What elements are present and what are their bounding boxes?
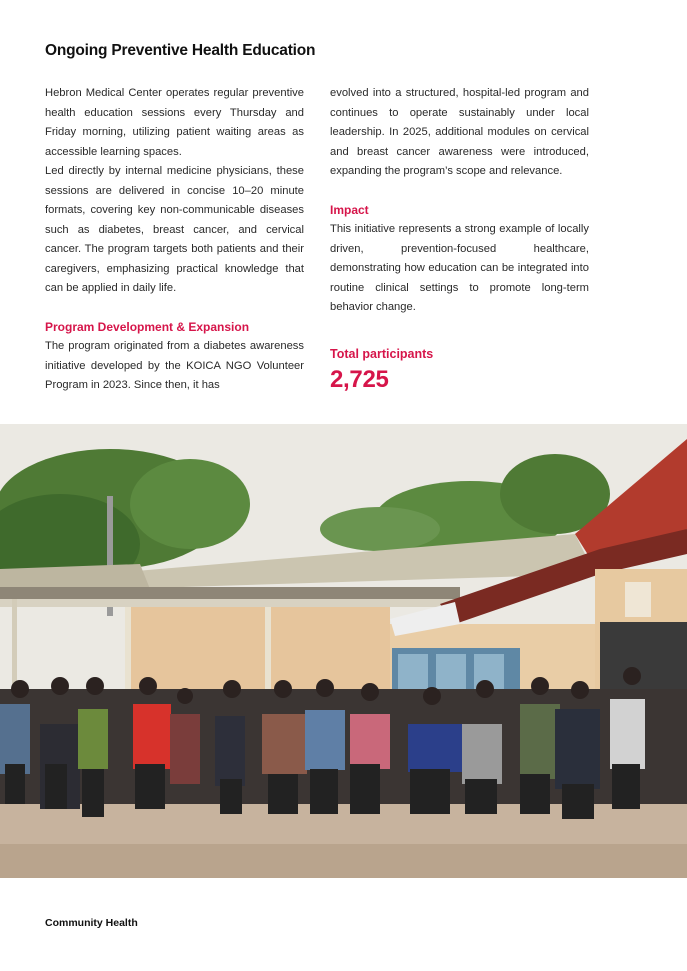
body-paragraph-intro: Hebron Medical Center operates regular preventive health education sessions every Thursday and Friday morning, utilizing patient waiting areas as accessible learning spaces. xyxy=(45,87,304,158)
body-paragraph-sessions: Led directly by internal medicine physicians, these sessions are delivered in concise 10–20 minute formats, covering key non-communicable diseases such as diabetes, breast cancer, and cervical cancer. The program targets both patients and their caregivers, emphasizing practical knowledge that can be applied in daily life. xyxy=(45,165,304,294)
stat-label: Total participants xyxy=(330,347,434,361)
section-heading-impact: Impact xyxy=(330,202,369,217)
photo-crowd xyxy=(0,667,687,819)
body-paragraph-impact: This initiative represents a strong example of locally driven, prevention-focused healthcare, demonstrating how education can be integrated into routine clinical settings to promote long-term behavior change. xyxy=(330,223,589,313)
body-paragraph-evolution: evolved into a structured, hospital-led program and continues to operate sustainably under local leadership. In 2025, additional modules on cervical and breast cancer awareness were introduced, expanding the program’s scope and relevance. xyxy=(330,87,589,177)
stat-value: 2,725 xyxy=(330,366,389,393)
photo-patients-queue xyxy=(0,424,687,878)
right-column xyxy=(330,84,589,318)
left-column xyxy=(45,84,304,396)
page-footer: Community Health xyxy=(45,917,138,929)
page-title: Ongoing Preventive Health Education xyxy=(45,42,316,59)
section-heading-program-development: Program Development & Expansion xyxy=(45,319,250,334)
body-paragraph-origin: The program originated from a diabetes awareness initiative developed by the KOICA NGO Volunteer Program in 2023. Since then, it has xyxy=(45,340,304,391)
